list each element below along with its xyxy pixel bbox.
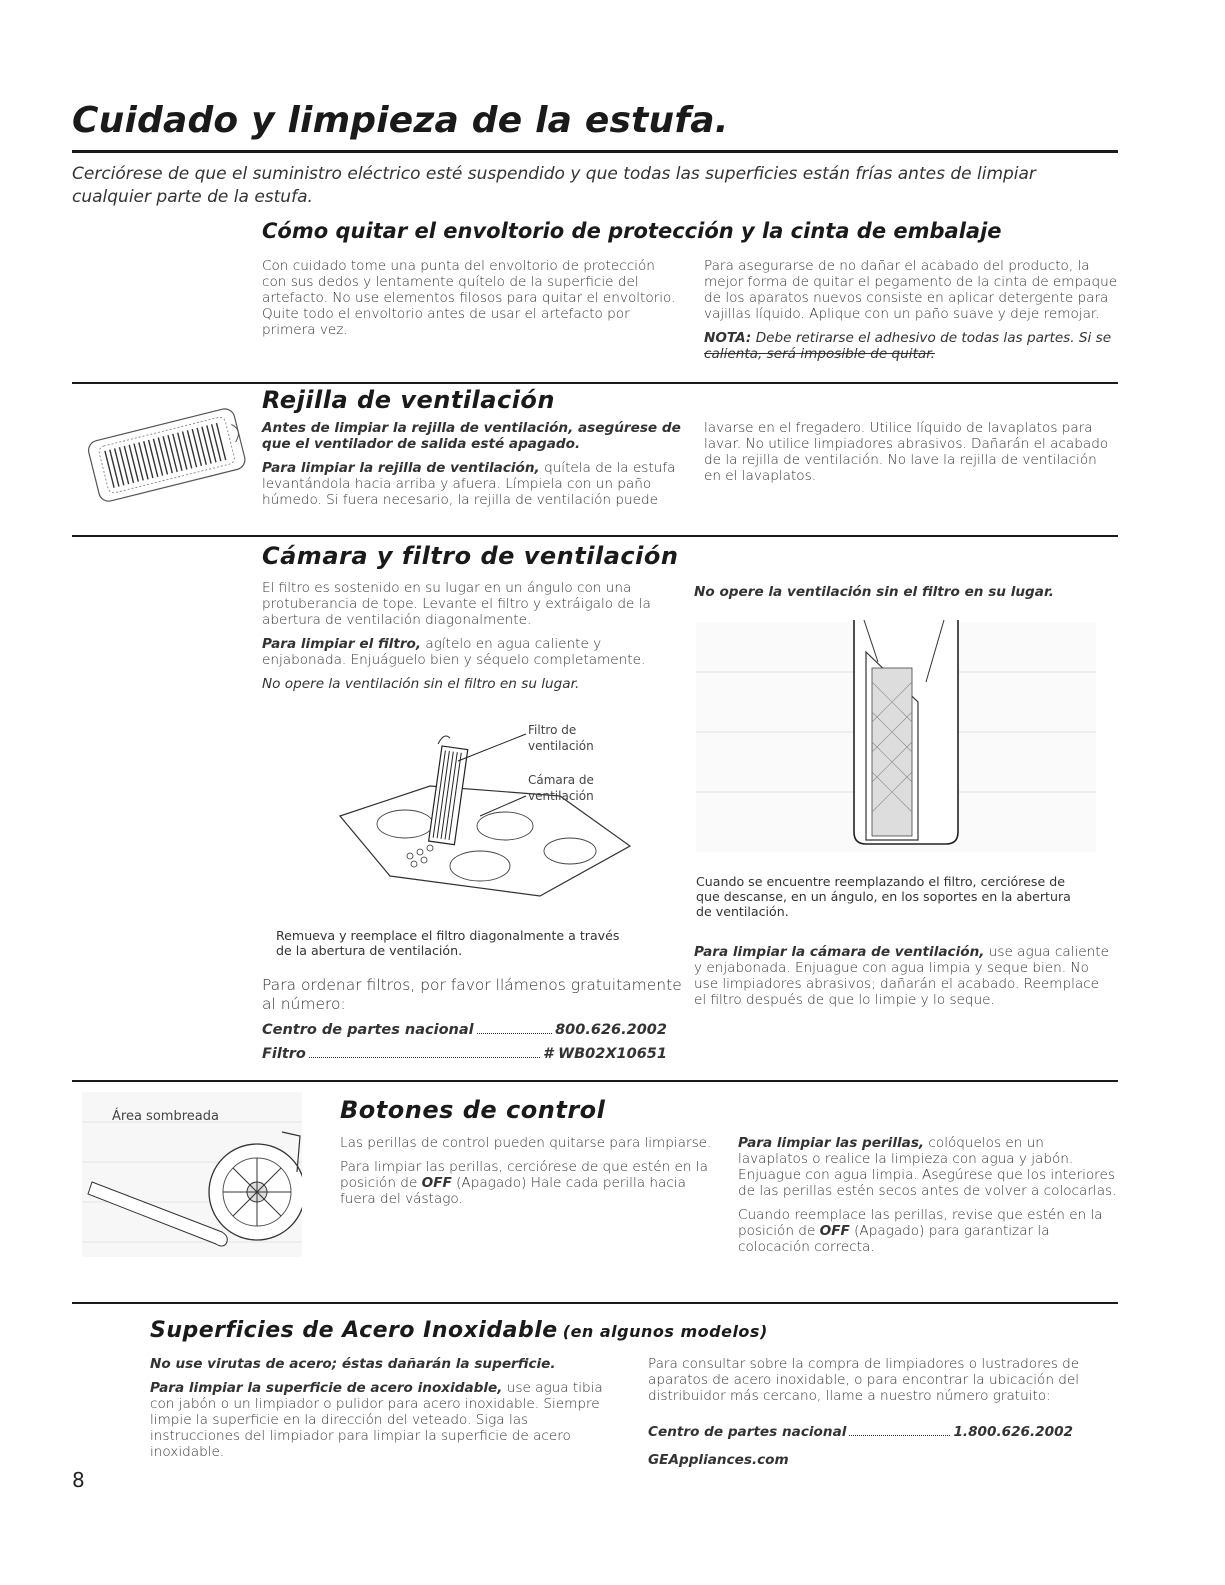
filter-part-number: # WB02X10651 [543, 1046, 667, 1062]
grille-clean [262, 460, 682, 508]
knobs-clean-label: Para limpiar las perillas, [738, 1135, 925, 1151]
chamber-clean-filter-text: agítelo en agua caliente y enjabonada. Enjuáguelo bien y séquelo completamente. [262, 636, 646, 668]
chamber-clean-label: Para limpiar la cámara de ventilación, [694, 944, 985, 960]
steel-website[interactable]: GEAppliances.com [648, 1452, 789, 1468]
knobs-p2b: (Apagado) Hale cada perilla hacia fuera del vástago. [340, 1175, 686, 1207]
label-chamber-2: ventilación [528, 789, 594, 803]
chamber-clean [694, 944, 1114, 1016]
parts-center-line [262, 1022, 667, 1038]
steel-parts-line [648, 1424, 1073, 1440]
chamber-rule [72, 1080, 1118, 1082]
grille-clean-text: quítela de la estufa levantándola hacia arriba y afuera. Límpiela con un paño húmedo. Si fuera necesario, la rejilla de ventilación puede [262, 460, 676, 508]
parts-center-number: 800.626.2002 [555, 1022, 667, 1038]
grille-col2-text: lavarse en el fregadero. Utilice líquido de lavaplatos para lavar. No utilice limpiadores abrasivos. Dañarán el acabado de la rejilla de ventilación. No lave la rejilla de ventilación en el lavaplatos. [704, 420, 1109, 484]
intro-text: Cerciórese de que el suministro eléctrico esté suspendido y que todas las superficies están frías antes de limpiar cualquier parte de la estufa. [72, 164, 1036, 207]
chamber-caption-left: Remueva y reemplace el filtro diagonalmente a través de la abertura de ventilación. [276, 928, 620, 958]
grille-warning: Antes de limpiar la rejilla de ventilación, asegúrese de que el ventilador de salida esté apagado. [262, 420, 681, 452]
wrap-note-text: Debe retirarse el adhesivo de todas las partes. Si se [755, 330, 1112, 346]
label-filter-1: Filtro de [528, 723, 577, 737]
chamber-col1 [262, 580, 682, 700]
wrap-rule [72, 382, 1118, 384]
chamber-clean-filter [262, 636, 682, 668]
steel-clean [150, 1380, 610, 1460]
knobs-p2a: Para limpiar las perillas, cerciórese de que estén en la posición de [340, 1159, 708, 1191]
steel-parts-label: Centro de partes nacional [648, 1424, 847, 1440]
knobs-clean [738, 1135, 1118, 1199]
steel-parts-number: 1.800.626.2002 [953, 1424, 1073, 1440]
label-chamber-1: Cámara de [528, 773, 594, 787]
steel-col2 [648, 1356, 1108, 1412]
steel-clean-label: Para limpiar la superficie de acero inoxidable, [150, 1380, 503, 1396]
grille-heading: Rejilla de ventilación [262, 386, 555, 414]
vent-chamber-illustration [696, 612, 1096, 862]
steel-warning: No use virutas de acero; éstas dañarán la superficie. [150, 1356, 556, 1372]
cooktop-filter-illustration [330, 716, 660, 916]
chamber-warning-2: No opere la ventilación sin el filtro en su lugar. [694, 584, 1054, 600]
chamber-clean-text: use agua caliente y enjabonada. Enjuague con agua limpia y seque bien. No use limpiadores abrasivos; dañarán el acabado. Reemplace el filtro después de que lo limpie y lo seque. [694, 944, 1109, 1008]
steel-heading-suffix: (en algunos modelos) [562, 1322, 768, 1341]
knobs-p1: Las perillas de control pueden quitarse para limpiarse. [340, 1135, 712, 1151]
wrap-col2 [704, 258, 1118, 362]
knobs-p4a: Cuando reemplace las perillas, revise que estén en la posición de [738, 1207, 1103, 1239]
grille-col1 [262, 420, 682, 516]
knobs-clean-text: colóquelos en un lavaplatos o realice la limpieza con agua y jabón. Enjuague con agua limpia. Asegúrese que los interiores de las perillas estén secos antes de volver a colocarlas. [738, 1135, 1117, 1199]
vent-grille-illustration [82, 396, 252, 516]
grille-clean-label: Para limpiar la rejilla de ventilación, [262, 460, 540, 476]
title-rule [72, 150, 1118, 153]
page-title: Cuidado y limpieza de la estufa. [72, 100, 729, 141]
chamber-clean-filter-label: Para limpiar el filtro, [262, 636, 422, 652]
knobs-p4b: (Apagado) para garantizar la colocación correcta. [738, 1223, 1050, 1255]
page-number: 8 [72, 1468, 85, 1492]
chamber-heading: Cámara y filtro de ventilación [262, 542, 679, 570]
shaded-area-label: Área sombreada [112, 1109, 219, 1124]
parts-center-label: Centro de partes nacional [262, 1022, 474, 1038]
order-filters-text: Para ordenar filtros, por favor llámenos gratuitamente al número: [262, 976, 682, 1013]
knobs-col2 [738, 1135, 1118, 1263]
knobs-col1 [340, 1135, 720, 1215]
steel-col2-text: Para consultar sobre la compra de limpiadores o lustradores de aparatos de acero inoxidable, o para encontrar la ubicación del distribuidor más cercano, llame a nuestro número gratuito: [648, 1356, 1080, 1404]
knobs-rule [72, 1302, 1118, 1304]
steel-col1 [150, 1356, 610, 1468]
label-filter-2: ventilación [528, 739, 594, 753]
wrap-col1-text: Con cuidado tome una punta del envoltorio de protección con sus dedos y lentamente quítelo de la superficie del artefacto. No use elementos filosos para quitar el envoltorio. Quite todo el envoltorio antes de usar el artefacto por primera vez. [262, 258, 676, 338]
control-knob-illustration [82, 1092, 302, 1257]
chamber-caption-right: Cuando se encuentre reemplazando el filtro, cerciórese de que descanse, en un ángulo, en los soportes en la abertura de ventilación. [696, 874, 1071, 919]
wrap-note [704, 330, 1118, 346]
wrap-heading: Cómo quitar el envoltorio de protección y la cinta de embalaje [262, 219, 1002, 243]
knobs-p2 [340, 1159, 720, 1207]
knobs-heading: Botones de control [340, 1096, 606, 1124]
filter-part-label: Filtro [262, 1046, 306, 1062]
wrap-note-label: NOTA: [704, 330, 752, 346]
filter-part-line [262, 1046, 667, 1062]
knobs-p4-off: OFF [819, 1223, 850, 1239]
knobs-p4 [738, 1207, 1118, 1255]
wrap-col2-text: Para asegurarse de no dañar el acabado del producto, la mejor forma de quitar el pegamento de la cinta de empaque de los aparatos nuevos consiste en aplicar detergente para vajillas líquido. Aplique con un paño suave y deje remojar. [704, 258, 1118, 322]
wrap-col1 [262, 258, 682, 346]
chamber-clean-para [694, 944, 1114, 1008]
chamber-warning-1: No opere la ventilación sin el filtro en su lugar. [262, 676, 580, 692]
chamber-p1: El filtro es sostenido en su lugar en un ángulo con una protuberancia de tope. Levante el filtro y extráigalo de la abertura de ventilación diagonalmente. [262, 580, 651, 628]
steel-clean-text: use agua tibia con jabón o un limpiador o pulidor para acero inoxidable. Siempre limpie la superficie en la dirección del veteado. Siga las instrucciones del limpiador para limpiar la superficie de acero inoxidable. [150, 1380, 603, 1460]
wrap-note-text-2: calienta, será imposible de quitar. [704, 346, 935, 362]
grille-col2 [704, 420, 1118, 492]
steel-heading-row [150, 1318, 768, 1343]
steel-heading: Superficies de Acero Inoxidable [150, 1318, 558, 1343]
knobs-p2-off: OFF [421, 1175, 452, 1191]
grille-rule [72, 535, 1118, 537]
